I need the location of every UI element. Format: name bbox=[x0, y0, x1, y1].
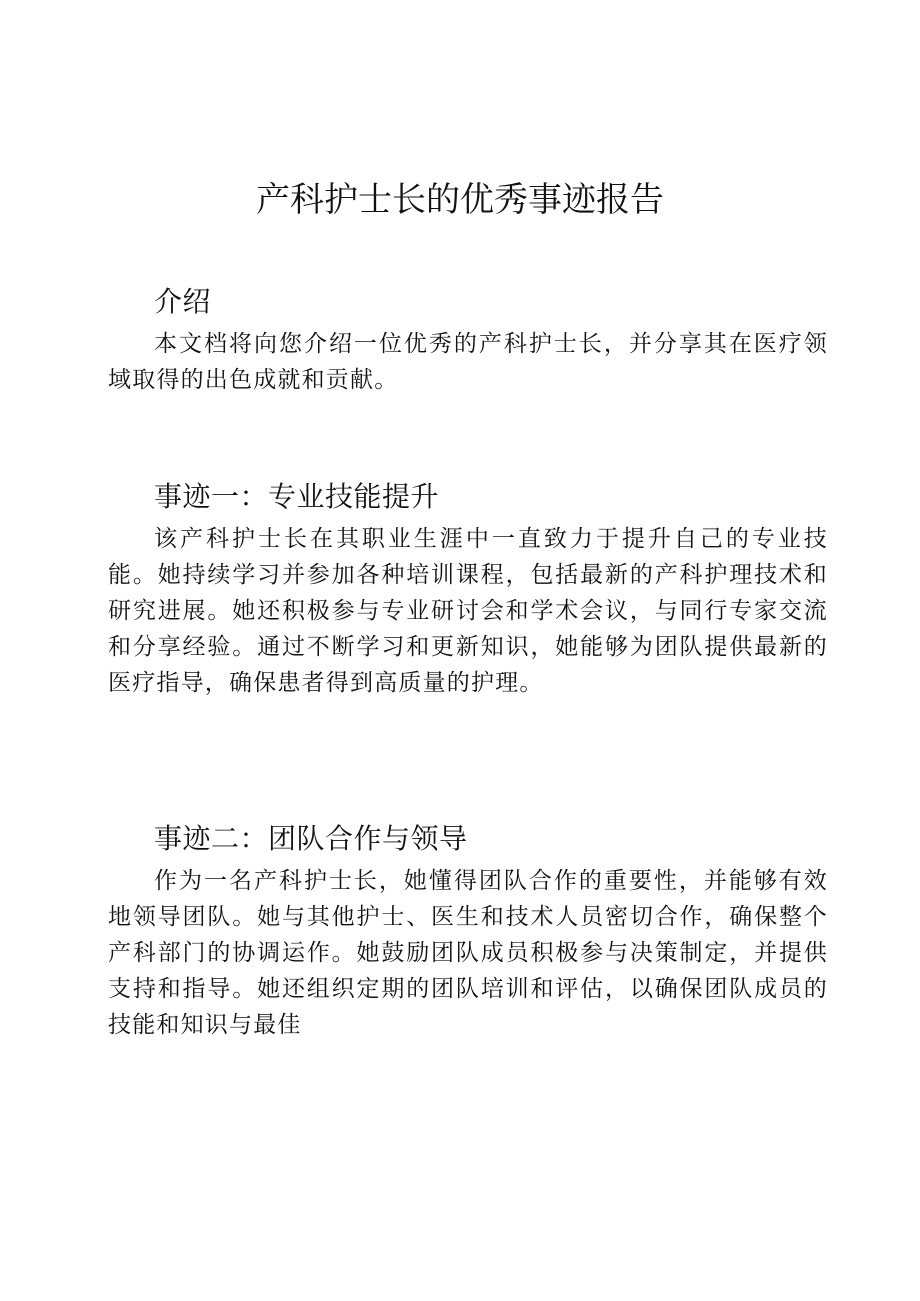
section-introduction bbox=[108, 282, 828, 398]
section-heading: 介绍 bbox=[154, 285, 212, 318]
document-title: 产科护士长的优秀事迹报告 bbox=[256, 180, 664, 220]
section-paragraph: 本文档将向您介绍一位优秀的产科护士长，并分享其在医疗领域取得的出色成就和贡献。 bbox=[108, 331, 828, 393]
section-heading: 事迹一：专业技能提升 bbox=[154, 480, 440, 513]
section-deed-one bbox=[108, 477, 828, 701]
section-heading: 事迹二：团队合作与领导 bbox=[154, 822, 468, 855]
section-paragraph: 该产科护士长在其职业生涯中一直致力于提升自己的专业技能。她持续学习并参加各种培训课程，包括最新的产科护理技术和研究进展。她还积极参与专业研讨会和学术会议，与同行专家交流和分享经验。通过不断学习和更新知识，她能够为团队提供最新的医疗指导，确保患者得到高质量的护理。 bbox=[108, 526, 828, 696]
section-deed-two bbox=[108, 819, 828, 1043]
section-paragraph: 作为一名产科护士长，她懂得团队合作的重要性，并能够有效地领导团队。她与其他护士、医生和技术人员密切合作，确保整个产科部门的协调运作。她鼓励团队成员积极参与决策制定，并提供支持和指导。她还组织定期的团队培训和评估，以确保团队成员的技能和知识与最佳 bbox=[108, 868, 828, 1038]
